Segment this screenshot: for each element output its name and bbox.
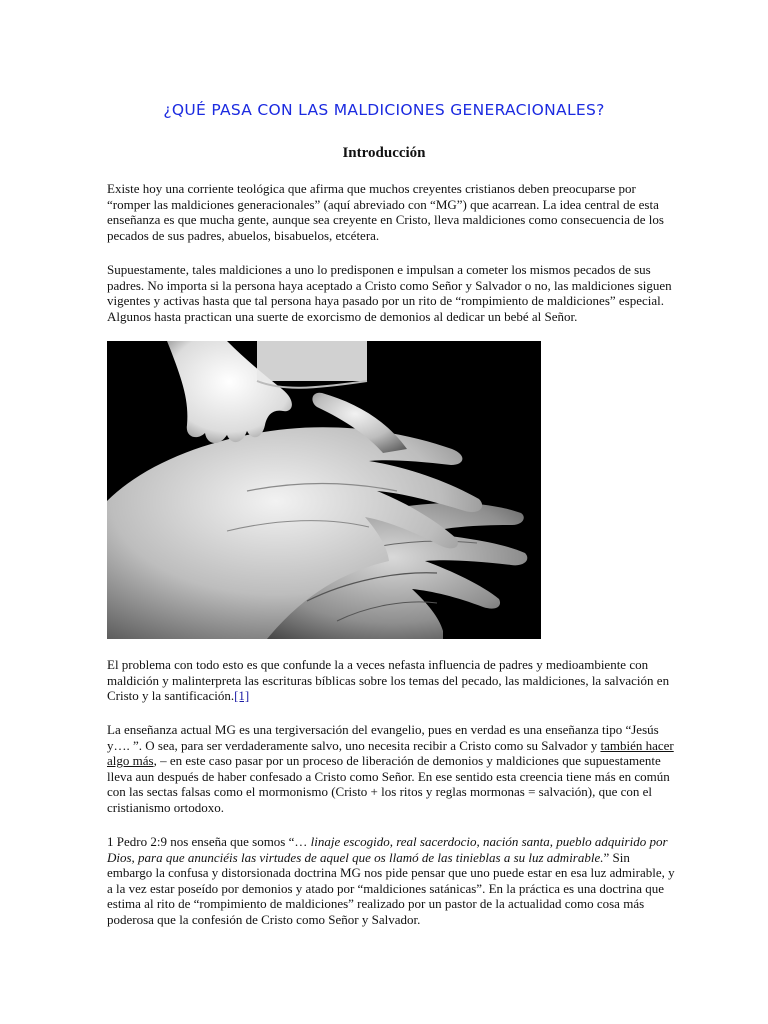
curses-paragraph xyxy=(107,262,672,324)
section-heading: Introducción xyxy=(342,145,426,161)
text-line: maldición y malinterpreta las escrituras bíblicas sobre los temas del pecado, las maldiciones, la salvación en xyxy=(107,672,670,688)
hands-photo-icon xyxy=(107,341,541,639)
text-line: “romper las maldiciones generacionales” (aquí abreviado con “MG”) que acarrean. La idea central de esta xyxy=(107,196,659,212)
text-segment: ” Sin xyxy=(603,849,630,865)
text-line: estima al rito de “rompimiento de maldiciones” realizado por un pastor de la actualidad como cosa más xyxy=(107,896,645,912)
text-line xyxy=(107,850,667,866)
text-line: lleva aun después de haber confesado a Cristo como Señor. En ese sentido esta creencia tiene más en común xyxy=(107,768,670,784)
text-line xyxy=(107,737,674,754)
underlined-text: algo más xyxy=(107,753,154,769)
text-line: enseñanza es que mucha gente, aunque sea creyente en Cristo, lleva maldiciones como consecuencia de los xyxy=(107,212,664,228)
text-segment: y…. ”. O sea, para ser verdaderamente salvo, uno necesita recibir a Cristo como su Salvador y xyxy=(107,737,601,753)
text-line: a la vez estar poseído por demonios y atado por “maldiciones satánicas”. En la práctica es una doctrina que xyxy=(107,880,664,896)
text-segment: Cristo y la santificación. xyxy=(107,688,235,704)
text-line: Existe hoy una corriente teológica que afirma que muchos creyentes cristianos deben preocuparse por xyxy=(107,181,636,196)
text-line xyxy=(107,753,667,769)
text-line: padres. No importa si la persona haya aceptado a Cristo como Señor y Salvador o no, las maldiciones siguen xyxy=(107,277,672,293)
text-line: Algunos hasta practican una suerte de exorcismo de demonios al dedicar un bebé al Señor. xyxy=(107,308,578,324)
text-line: con las sectas falsas como el mormonismo (Cristo + los ritos y reglas mormonas = salvación), que con el xyxy=(107,784,653,800)
text-line: Supuestamente, tales maldiciones a uno lo predisponen e impulsan a cometer los mismos pecados de sus xyxy=(107,262,651,277)
text-line: embargo la confusa y distorsionada doctrina MG nos pide pensar que uno puede estar en esa luz admirable, y xyxy=(107,865,675,881)
underlined-text: también hacer xyxy=(600,737,674,753)
text-line: El problema con todo esto es que confunde la a veces nefasta influencia de padres y medioambiente con xyxy=(107,657,649,672)
text-line: cristianismo ortodoxo. xyxy=(107,799,224,815)
text-line xyxy=(107,834,667,850)
scripture-quote: Dios, para que anunciéis las virtudes de aquel que os llamó de las tinieblas a su luz admirable. xyxy=(107,849,604,865)
teaching-paragraph xyxy=(107,722,674,816)
scripture-quote: linaje escogido, real sacerdocio, nación santa, pueblo adquirido por xyxy=(310,834,668,849)
text-line: pecados de sus padres, abuelos, bisabuelos, etcétera. xyxy=(107,227,380,243)
problem-paragraph xyxy=(107,657,670,704)
scripture-paragraph xyxy=(107,834,675,928)
text-line: poderosa que la confesión de Cristo como Señor y Salvador. xyxy=(107,911,421,927)
intro-paragraph xyxy=(107,181,667,243)
page-title: ¿QUÉ PASA CON LAS MALDICIONES GENERACIONALES? xyxy=(163,101,605,119)
footnote-link[interactable]: [1] xyxy=(234,688,250,704)
text-line xyxy=(107,688,667,704)
text-segment: 1 Pedro 2:9 nos enseña que somos “… xyxy=(107,834,311,849)
text-segment: , – en este caso pasar por un proceso de liberación de demonios y maldiciones que supuestamente xyxy=(153,753,661,769)
text-line: vigentes y activas hasta que tal persona haya pasado por un rito de “rompimiento de maldiciones” especial. xyxy=(107,293,665,309)
hands-photo xyxy=(107,341,541,639)
text-line: La enseñanza actual MG es una tergiversación del evangelio, pues en verdad es una enseñanza tipo “Jesús xyxy=(107,722,659,737)
